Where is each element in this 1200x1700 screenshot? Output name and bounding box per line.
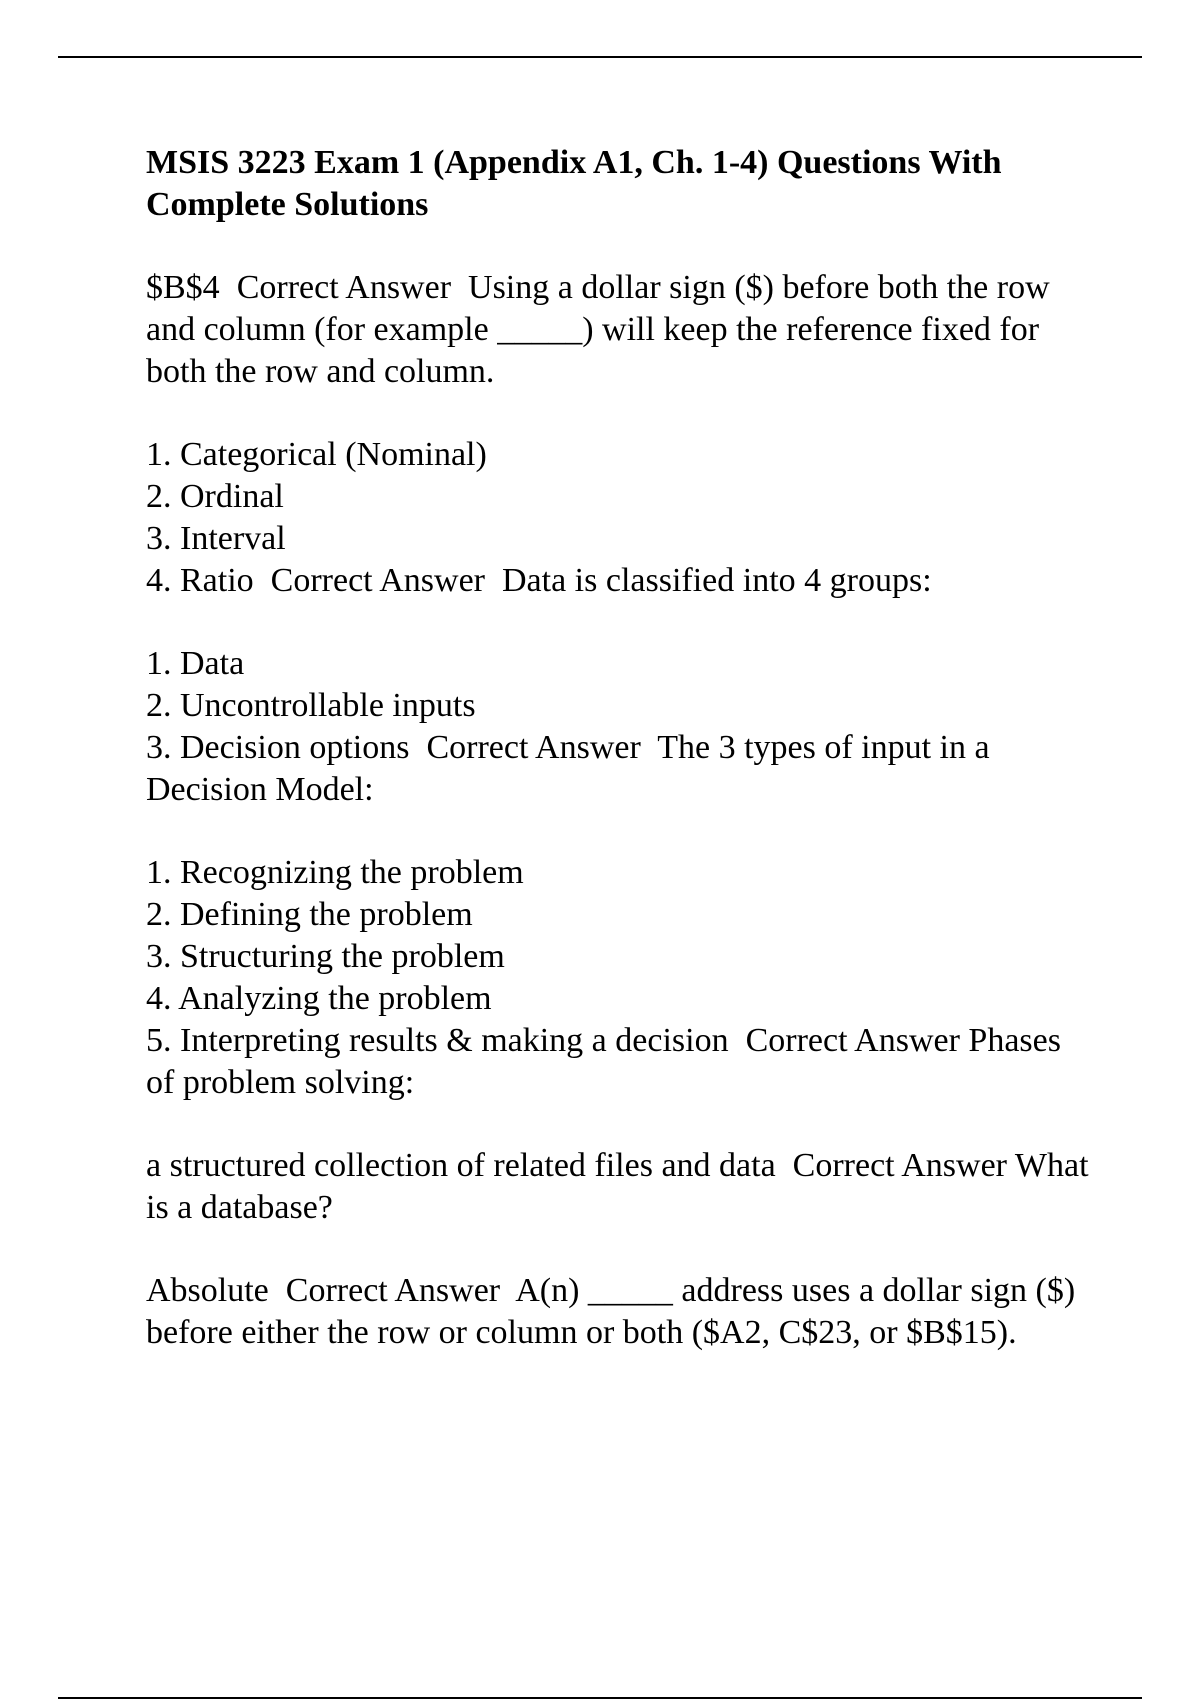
answer-line: 1. Recognizing the problem <box>146 854 524 891</box>
answer-line: 3. Structuring the problem <box>146 938 505 975</box>
correct-answer-label: Correct Answer <box>285 1272 501 1309</box>
question-text: A(n) _____ address uses a dollar sign ($) before either the row or column or both ($A2, C$23, or $B$15). <box>146 1272 1076 1351</box>
qa-item <box>146 643 1096 811</box>
bottom-rule <box>58 1697 1142 1699</box>
question-text: Phases of problem solving: <box>146 1022 1061 1101</box>
spacer <box>146 1104 1096 1145</box>
top-rule <box>58 56 1142 58</box>
answer-line: 1. Categorical (Nominal) <box>146 436 487 473</box>
question-text: Using a dollar sign ($) before both the row and column (for example _____) will keep the reference fixed for both the row and column. <box>146 269 1050 390</box>
qa-item <box>146 434 1096 602</box>
correct-answer-label: Correct Answer <box>426 729 641 766</box>
spacer <box>146 1229 1096 1270</box>
qa-item <box>146 1270 1096 1354</box>
spacer <box>146 393 1096 434</box>
correct-answer-label: Correct Answer <box>270 562 485 599</box>
answer-line: 1. Data <box>146 645 245 682</box>
qa-item <box>146 267 1096 393</box>
spacer <box>146 811 1096 852</box>
answer-line: 3. Interval <box>146 520 286 557</box>
answer-line: 4. Analyzing the problem <box>146 980 492 1017</box>
spacer <box>146 226 1096 267</box>
correct-answer-label: Correct Answer <box>745 1022 960 1059</box>
question-text: The 3 types of input in a Decision Model: <box>146 729 990 808</box>
question-text: What is a database? <box>146 1147 1089 1226</box>
answer-line: 4. Ratio <box>146 562 254 599</box>
answer-line: a structured collection of related files and data <box>146 1147 776 1184</box>
correct-answer-label: Correct Answer <box>236 269 452 306</box>
answer-line: 2. Ordinal <box>146 478 284 515</box>
answer-line: 2. Defining the problem <box>146 896 473 933</box>
answer-line: 2. Uncontrollable inputs <box>146 687 476 724</box>
document-content <box>146 142 1096 1354</box>
correct-answer-label: Correct Answer <box>792 1147 1007 1184</box>
spacer <box>146 602 1096 643</box>
answer-line: 5. Interpreting results & making a decision <box>146 1022 729 1059</box>
answer-line: Absolute <box>146 1272 269 1309</box>
answer-line: $B$4 <box>146 269 220 306</box>
qa-item <box>146 1145 1096 1229</box>
answer-line: 3. Decision options <box>146 729 410 766</box>
qa-item <box>146 852 1096 1104</box>
question-text: Data is classified into 4 groups: <box>502 562 932 599</box>
document-title: MSIS 3223 Exam 1 (Appendix A1, Ch. 1-4) Questions With Complete Solutions <box>146 144 1002 223</box>
